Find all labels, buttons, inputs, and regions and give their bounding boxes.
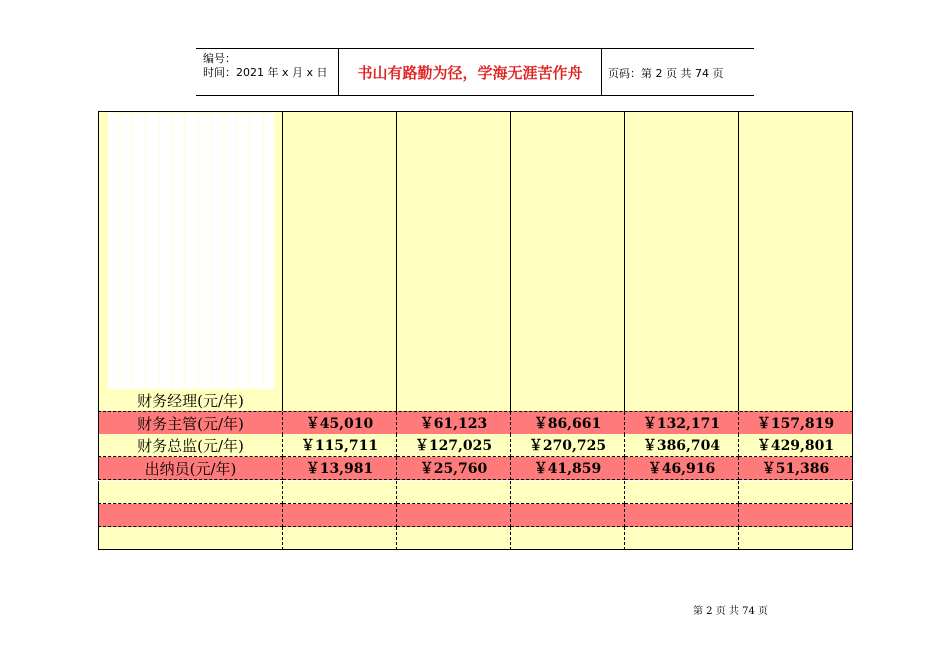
label-column-cell xyxy=(98,111,283,411)
table-row xyxy=(98,504,853,527)
table-row xyxy=(98,434,853,457)
page-header xyxy=(196,48,754,96)
header-divider xyxy=(601,48,602,96)
page-footer: 第 2 页 共 74 页 xyxy=(693,606,768,617)
table-cell: ￥61,123 xyxy=(397,412,511,435)
table-cell: ￥270,725 xyxy=(511,434,625,457)
time-label: 时间：2021 年 x 月 x 日 xyxy=(203,66,328,79)
table-cell xyxy=(397,527,511,550)
table-cell xyxy=(511,504,625,527)
header-meta xyxy=(203,52,328,80)
table-cell: ￥132,171 xyxy=(625,412,739,435)
table-cell xyxy=(511,111,625,411)
table-row xyxy=(98,411,853,435)
row-label: 出纳员(元/年) xyxy=(98,457,283,480)
row-label: 财务主管(元/年) xyxy=(98,412,283,435)
table-cell xyxy=(283,504,397,527)
table-cell: ￥41,859 xyxy=(511,457,625,480)
table-cell: ￥115,711 xyxy=(283,434,397,457)
table-cell xyxy=(739,111,853,411)
table-cell xyxy=(625,504,739,527)
table-cell xyxy=(739,527,853,550)
table-cell: ￥86,661 xyxy=(511,412,625,435)
row-label xyxy=(98,481,283,504)
row-label xyxy=(98,504,283,527)
table-cell xyxy=(739,504,853,527)
table-cell: ￥429,801 xyxy=(739,434,853,457)
table-cell xyxy=(625,111,739,411)
table-cell xyxy=(283,481,397,504)
table-cell: ￥46,916 xyxy=(625,457,739,480)
table-cell xyxy=(739,481,853,504)
table-cell: ￥45,010 xyxy=(283,412,397,435)
page-info: 页码：第 2 页 共 74 页 xyxy=(608,67,724,80)
row-label xyxy=(98,527,283,550)
table-cell: ￥386,704 xyxy=(625,434,739,457)
table-cell: ￥13,981 xyxy=(283,457,397,480)
table-cell xyxy=(511,481,625,504)
table-row xyxy=(98,481,853,504)
blank-image-area xyxy=(108,113,274,389)
table-cell xyxy=(397,504,511,527)
row-label: 财务总监(元/年) xyxy=(98,434,283,457)
table-cell xyxy=(511,527,625,550)
table-cell: ￥25,760 xyxy=(397,457,511,480)
table-cell xyxy=(283,527,397,550)
table-row xyxy=(98,457,853,480)
table-cell xyxy=(625,481,739,504)
row-label: 财务经理(元/年) xyxy=(137,391,244,410)
table-cell xyxy=(397,111,511,411)
table-cell: ￥157,819 xyxy=(739,412,853,435)
table-cell: ￥127,025 xyxy=(397,434,511,457)
table-cell xyxy=(625,527,739,550)
motto: 书山有路勤为径，学海无涯苦作舟 xyxy=(357,63,583,82)
number-label: 编号： xyxy=(203,52,236,65)
salary-table xyxy=(98,111,853,551)
table-cell xyxy=(397,481,511,504)
table-row xyxy=(98,527,853,550)
table-cell: ￥51,386 xyxy=(739,457,853,480)
table-cell xyxy=(283,111,397,411)
